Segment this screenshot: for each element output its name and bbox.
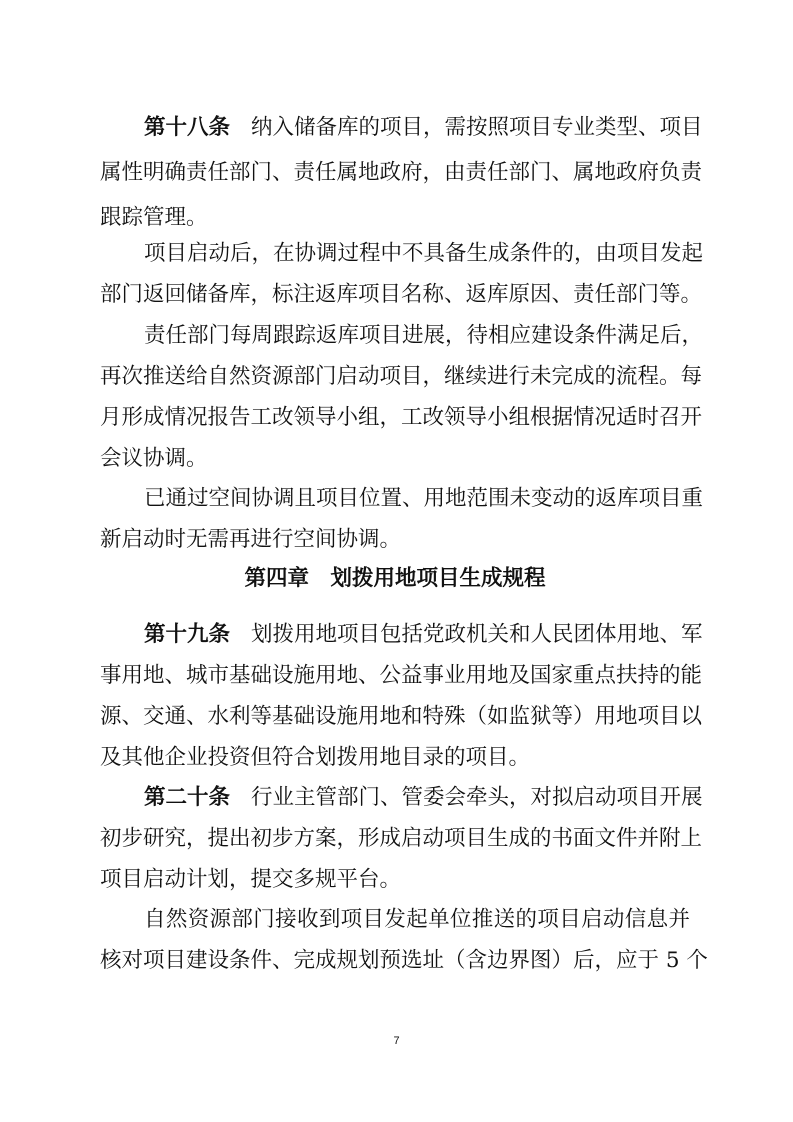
article-20-label: 第二十条 (144, 785, 231, 810)
chapter-4-heading: 第四章 划拨用地项目生成规程 (244, 566, 546, 591)
natural-resources-line-1: 自然资源部门接收到项目发起单位推送的项目启动信息并 (144, 907, 690, 932)
spatial-paragraph-line-1: 已通过空间协调且项目位置、用地范围未变动的返库项目重 (144, 486, 704, 511)
article-20-text-1: 行业主管部门、管委会牵头，对拟启动项目开展 (251, 785, 703, 810)
article-19-text-1: 划拨用地项目包括党政机关和人民团体用地、军 (251, 622, 703, 647)
return-paragraph-line-2: 部门返回储备库，标注返库项目名称、返库原因、责任部门等。 (100, 282, 703, 307)
article-18-line-1 (144, 113, 703, 143)
weekly-paragraph-line-3: 月形成情况报告工改领导小组，工改领导小组根据情况适时召开 (100, 405, 703, 430)
article-19-line-2: 事用地、城市基础设施用地、公益事业用地及国家重点扶持的能 (100, 663, 703, 688)
weekly-paragraph-line-4: 会议协调。 (100, 446, 208, 471)
article-20-line-3: 项目启动计划，提交多规平台。 (100, 867, 402, 892)
spatial-paragraph-line-2: 新启动时无需再进行空间协调。 (100, 527, 402, 552)
page-number: 7 (393, 1035, 400, 1047)
article-19-line-3: 源、交通、水利等基础设施用地和特殊（如监狱等）用地项目以 (100, 704, 703, 729)
weekly-paragraph-line-1: 责任部门每周跟踪返库项目进展，待相应建设条件满足后， (144, 323, 704, 348)
natural-resources-line-2: 核对项目建设条件、完成规划预选址（含边界图）后，应于 5 个 (100, 948, 708, 973)
article-18-line-3: 跟踪管理。 (100, 205, 208, 230)
article-18-text-1: 纳入储备库的项目，需按照项目专业类型、项目 (251, 115, 703, 140)
article-18-line-2: 属性明确责任部门、责任属地政府，由责任部门、属地政府负责 (100, 160, 703, 185)
article-19-label: 第十九条 (144, 622, 231, 647)
article-18-label: 第十八条 (144, 115, 231, 140)
article-20-line-1 (144, 783, 703, 813)
return-paragraph-line-1: 项目启动后，在协调过程中不具备生成条件的，由项目发起 (144, 241, 704, 266)
article-19-line-4: 及其他企业投资但符合划拨用地目录的项目。 (100, 745, 531, 770)
article-19-line-1 (144, 620, 703, 650)
weekly-paragraph-line-2: 再次推送给自然资源部门启动项目，继续进行未完成的流程。每 (100, 364, 703, 389)
article-20-line-2: 初步研究，提出初步方案，形成启动项目生成的书面文件并附上 (100, 826, 703, 851)
